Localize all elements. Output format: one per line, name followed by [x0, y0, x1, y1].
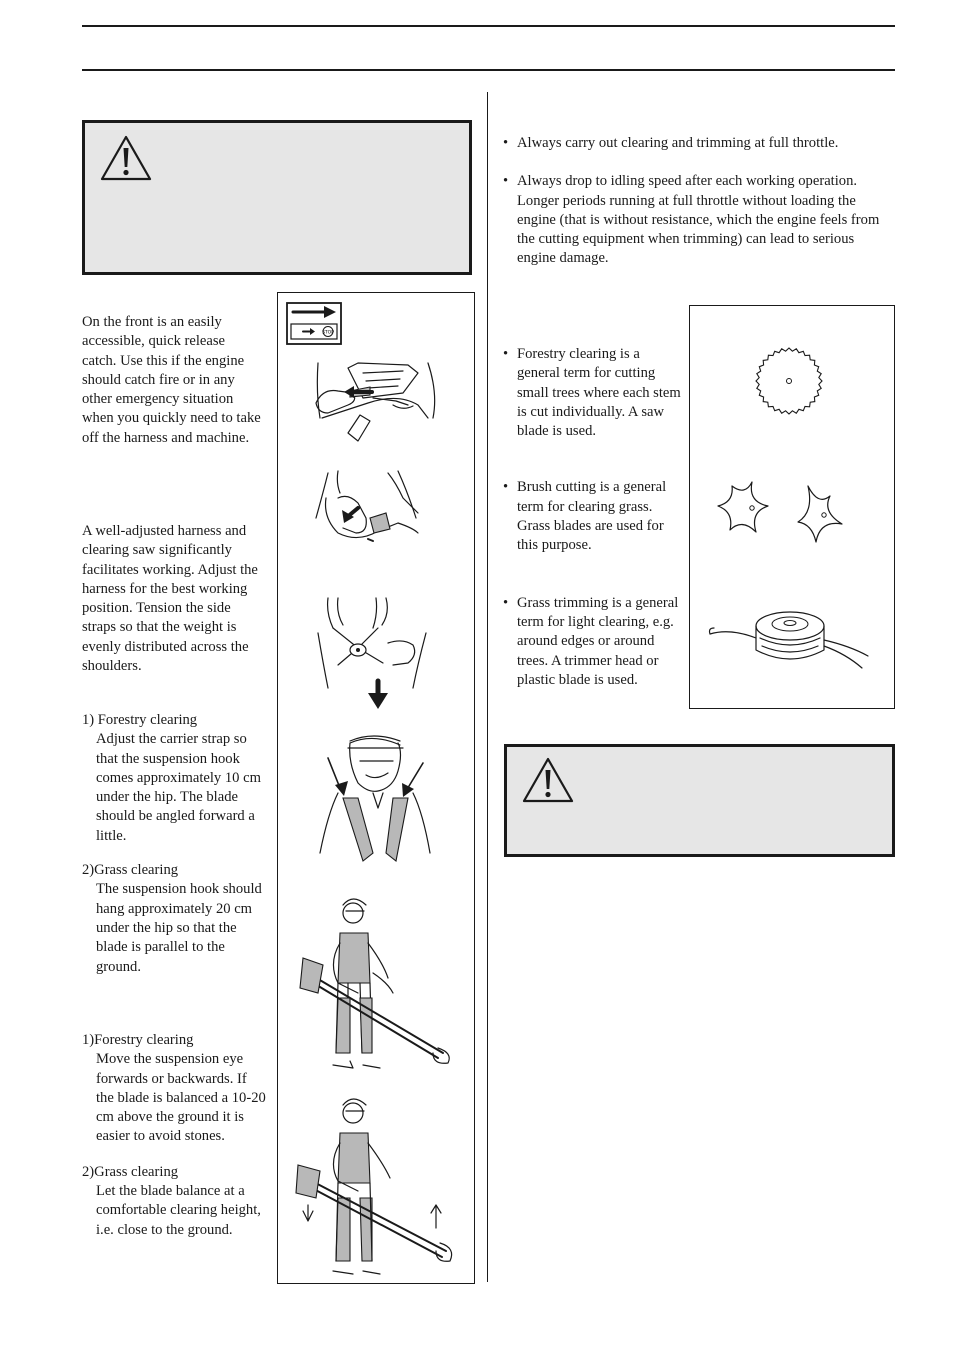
brush-cutting-bullet: • Brush cutting is a general term for clearing grass. Grass blades are used for this purpose.: [503, 478, 681, 555]
balance-posture-illustration: [296, 1099, 452, 1274]
grass-clearing-posture-illustration: [300, 899, 449, 1068]
warning-box-left: [82, 120, 472, 275]
side-strap-illustration: [318, 598, 426, 709]
header-rule-bottom: [82, 69, 895, 71]
throttle-bullet-1: • Always carry out clearing and trimming at full throttle.: [503, 134, 888, 153]
warning-triangle-icon: [521, 756, 575, 804]
quick-release-text: On the front is an easily accessible, quick release catch. Use this if the engine should catch fire or in any other emergency situation when you quickly need to take off the harness and machine.: [82, 314, 261, 446]
balance-section: [82, 1031, 266, 1240]
forestry-clearing-title: 1) Forestry clearing: [82, 712, 198, 728]
forestry-clearing-bullet: • Forestry clearing is a general term for cutting small trees where each stem is cut individually. A saw blade is used.: [503, 345, 681, 441]
svg-text:STOP: STOP: [322, 330, 334, 336]
balance-forestry-title: 1)Forestry clearing: [82, 1032, 194, 1048]
buckle-release-illustration: [316, 471, 418, 541]
header-rule-top: [82, 25, 895, 27]
harness-adjust-text: A well-adjusted harness and clearing saw significantly facilitates working. Adjust the harness for the best working position. Tension the side straps so that the weight is evenly distributed across the shoulders.: [82, 523, 258, 675]
grass-trimming-bullet: • Grass trimming is a general term for light clearing, e.g. around edges or around trees. A trimmer head or plastic blade is used.: [503, 594, 681, 690]
forestry-clearing-text: Adjust the carrier strap so that the suspension hook comes approximately 10 cm under the hip. The blade should be angled forward a little.: [96, 731, 261, 844]
grass-clearing-title: 2)Grass clearing: [82, 862, 179, 879]
balance-grass-text: Let the blade balance at a comfortable clearing height, i.e. close to the ground.: [96, 1183, 261, 1238]
release-catch-illustration: [316, 363, 435, 441]
throttle-bullets: [503, 134, 888, 269]
carrier-strap-section: [82, 711, 262, 977]
cutting-equipment-illustrations: [690, 306, 896, 710]
harness-figure-box: [277, 292, 475, 1284]
trimmer-head-illustration: [710, 612, 869, 668]
grass-blade-3-tooth-illustration: [798, 486, 842, 542]
cutting-types-bullets: [503, 345, 681, 690]
cutting-equipment-figure-box: [689, 305, 895, 709]
shoulder-harness-illustration: [320, 736, 430, 861]
grass-blade-4-tooth-illustration: [718, 482, 768, 532]
quick-release-arrow-icon: [287, 303, 341, 344]
balance-grass-title: 2)Grass clearing: [82, 1163, 179, 1180]
column-divider: [487, 92, 488, 1282]
balance-forestry-text: Move the suspension eye forwards or backwards. If the blade is balanced a 10-20 cm above the ground it is easier to avoid stones.: [96, 1051, 266, 1145]
warning-triangle-icon: [99, 134, 153, 182]
warning-box-right: [504, 744, 895, 857]
saw-blade-illustration: [756, 348, 822, 414]
throttle-bullet-2: • Always drop to idling speed after each working operation. Longer periods running at full throttle without loading the engine (that is without resistance, which the engine feels from the cutting equipment when trimming) can lead to serious engine damage.: [503, 172, 888, 268]
harness-illustrations: [278, 293, 476, 1285]
grass-clearing-text: The suspension hook should hang approximately 20 cm under the hip so that the blade is parallel to the ground.: [96, 881, 262, 975]
